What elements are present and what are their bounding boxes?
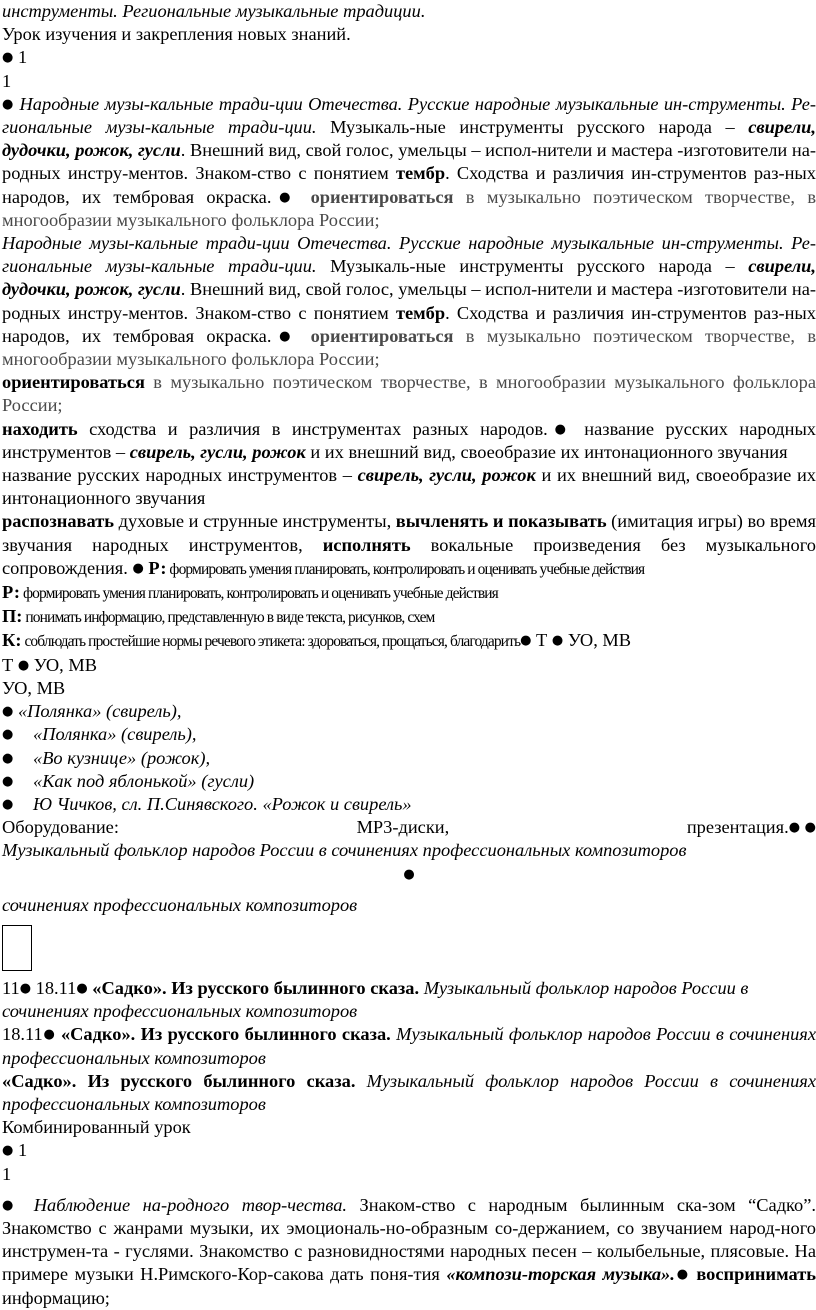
bullet-icon: ● (551, 633, 564, 649)
communicative-line: К: соблюдать простейшие нормы речевого этикета: здороваться, прощаться, благодарить● Т ● УО, МВ (2, 630, 632, 651)
combined-lesson: Комбинированный урок (2, 1117, 191, 1138)
content-block-1: ● Народные музы-кальные тради-ции Отечества. Русские народные музыкальные ин-струменты. Ре-гиональные музы-кальные тради-ции. Музыкаль-ные инструменты русского народа – свирели, дудочки, рожок, гусли. Внешний вид, свой голос, умельцы – испол-нители и мастера -изготовители на-родных инстру-ментов. Знаком-ство с понятием тембр. Сходства и различия ин-струментов раз-ных народов, их тембровая окраска.● ориентироваться в музыкально поэтическом творчестве, в многообразии музыкального фольклора России; (2, 93, 816, 230)
bullet-icon: ● (2, 1197, 22, 1213)
bullet-icon: ● (2, 50, 14, 66)
bullet-icon: ● (2, 796, 14, 812)
empty-cell-box (2, 925, 32, 971)
find-block: находить сходства и различия в инструментах разных народов.● название русских народных инструментов – свирель, гусли, рожок и их внешний вид, своеобразие их интонационного звучания (2, 418, 816, 462)
recognize-block: распознавать духовые и струнные инструменты, вычленять и показывать (имитация игры) во время звучания народных инструментов, исполнять вокальные произведения без музыкального сопровождения. ● Р: формировать умения планировать, контролировать и оценивать учебные действия (2, 511, 816, 578)
bullet-icon: ● (19, 980, 32, 996)
bullet-icon: ● (2, 773, 14, 789)
bullet-row (2, 863, 816, 886)
bullet-icon: ● (17, 657, 30, 673)
hours-value: 1 (2, 70, 12, 91)
cognitive-line: П: понимать информацию, представленную в виде текста, рисунков, схем (2, 606, 435, 627)
control-forms: УО, МВ (2, 677, 66, 698)
control-line: Т ● УО, МВ (2, 654, 97, 675)
bullet-icon: ● (2, 727, 14, 743)
folklore-topic: Музыкальный фольклор народов России в сочинениях профессиональных композиторов (2, 840, 687, 861)
bullet-icon: ● (2, 704, 14, 720)
bullet-icon: ● (403, 866, 415, 882)
lesson-type: Урок изучения и закрепления новых знаний. (2, 24, 351, 45)
bullet-icon: ● (804, 820, 816, 836)
list-item: ● «Во кузнице» (рожок), (2, 747, 816, 770)
bullet-icon: ● (547, 421, 573, 437)
instrument-names: название русских народных инструментов – свирель, гусли, рожок и их внешний вид, своеобразие их интонационного звучания (2, 465, 816, 509)
music-first: ● «Полянка» (свирель), (2, 701, 182, 722)
bullet-icon: ● (520, 633, 532, 649)
equipment-line: Оборудование: МР3-диски, презентация.● ● (2, 817, 816, 838)
hours-line-2: ● 1 (2, 1140, 28, 1161)
topic-line: инструменты. Региональные музыкальные традиции. (2, 1, 426, 21)
content-block-2: Народные музы-кальные тради-ции Отечества. Русские народные музыкальные ин-струменты. Ре-гиональные музы-кальные тради-ции. Музыкаль-ные инструменты русского народа – свирели, дудочки, рожок, гусли. Внешний вид, свой голос, умельцы – испол-нители и мастера -изготовители на-родных инстру-ментов. Знаком-ство с понятием тембр. Сходства и различия ин-струментов раз-ных народов, их тембровая окраска.● ориентироваться в музыкально поэтическом творчестве, в многообразии музыкального фольклора России; (2, 233, 816, 370)
bullet-icon: ● (788, 820, 801, 836)
folklore-topic-tail: сочинениях профессиональных композиторов (2, 894, 358, 915)
sadko-line-1: 11● 18.11● «Садко». Из русского былинного сказа. Музыкальный фольклор народов России в сочинениях профессиональных композиторов (2, 977, 749, 1022)
hours-value-2: 1 (2, 1163, 12, 1184)
bullet-icon: ● (2, 96, 15, 112)
sadko-line-3: «Садко». Из русского былинного сказа. Музыкальный фольклор народов России в сочинениях профессиональных композиторов (2, 1070, 816, 1114)
music-list (2, 723, 816, 816)
bullet-icon: ● (271, 189, 299, 205)
bullet-icon: ● (2, 1143, 14, 1159)
regulative-line: Р: формировать умения планировать, контролировать и оценивать учебные действия (2, 582, 498, 603)
sadko-line-2: 18.11● «Садко». Из русского былинного сказа. Музыкальный фольклор народов России в сочинениях профессиональных композиторов (2, 1024, 816, 1068)
bullet-icon: ● (76, 980, 88, 996)
bullet-icon: ● (132, 560, 144, 576)
list-item: ● «Полянка» (свирель), (2, 723, 816, 746)
bullet-icon: ● (2, 750, 14, 766)
observation-block: ● Наблюдение на-родного твор-чества. Знаком-ство с народным былинным ска-зом “Садко”. Знакомство с жанрами музыки, их эмоциональ-но-образным со-держанием, со звучанием народ-ного инструмен-та - гуслями. Знакомство с разновидностями народных песен – колыбельные, плясовые. На примере музыки Н.Римского-Кор-сакова дать поня-тия «компози-торская музыка».● воспринимать информацию; (2, 1194, 816, 1308)
bullet-icon: ● (42, 1027, 56, 1043)
hours-line: ● 1 (2, 47, 28, 68)
bullet-icon: ● (674, 1267, 690, 1283)
list-item: ● Ю Чичков, сл. П.Синявского. «Рожок и свирель» (2, 793, 816, 816)
bullet-icon: ● (271, 328, 299, 344)
list-item: ● «Как под яблонькой» (гусли) (2, 770, 816, 793)
orient-block: ориентироваться в музыкально поэтическом творчестве, в многообразии музыкального фольклора России; (2, 372, 816, 416)
